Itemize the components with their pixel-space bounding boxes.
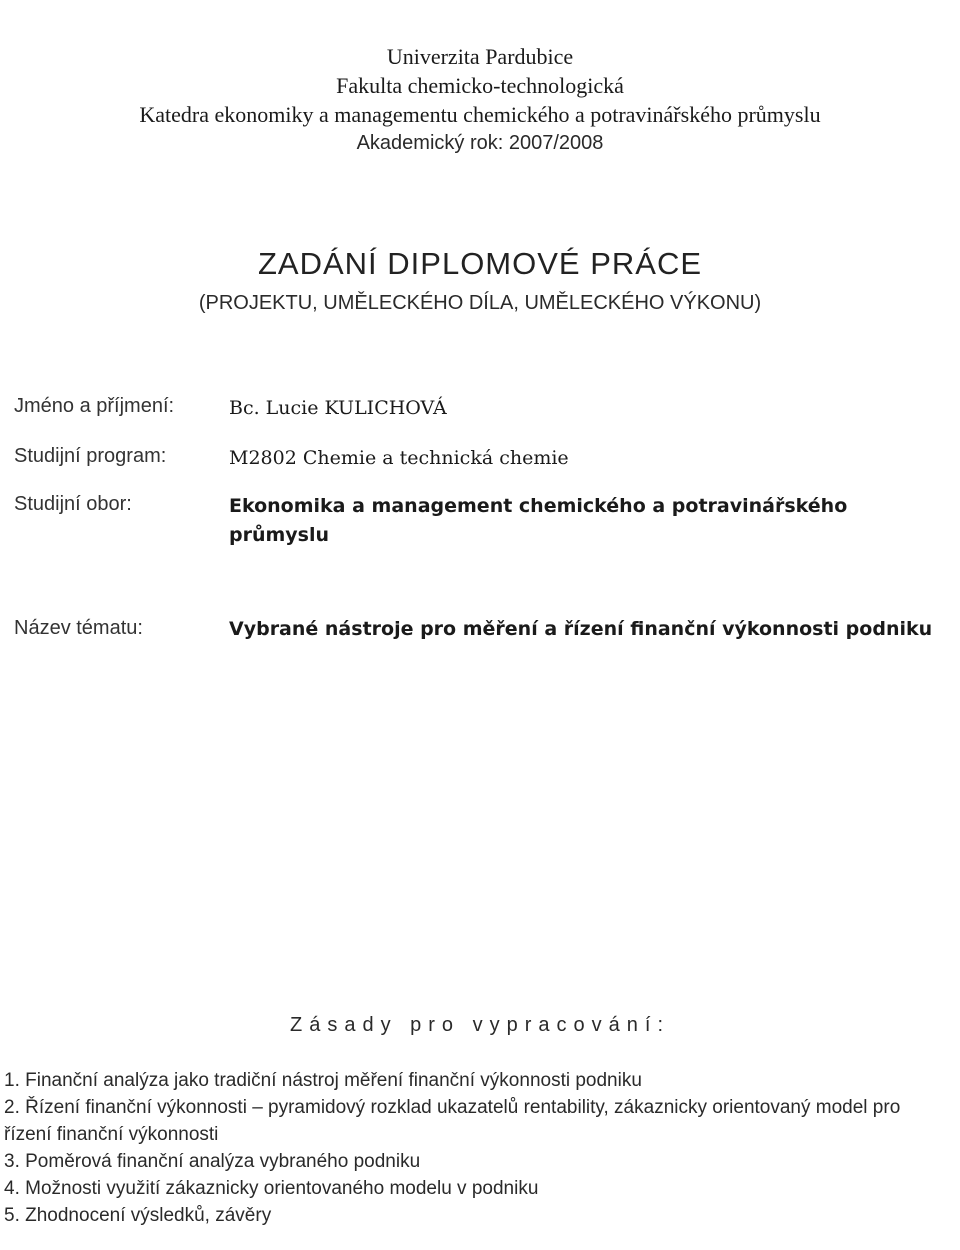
- document-title: ZADÁNÍ DIPLOMOVÉ PRÁCE: [257, 246, 703, 281]
- topic-value: Vybrané nástroje pro měření a řízení finanční výkonnosti podniku: [229, 618, 933, 640]
- program-label: Studijní program:: [14, 445, 167, 467]
- field-of-study-value: Ekonomika a management chemického a potravinářského průmyslu: [229, 495, 848, 546]
- list-item: 4. Možnosti využití zákaznicky orientovaného modelu v podniku: [4, 1178, 539, 1199]
- list-item: 5. Zhodnocení výsledků, závěry: [4, 1205, 272, 1226]
- faculty-name: Fakulta chemicko-technologická: [336, 73, 624, 98]
- name-value: Bc. Lucie KULICHOVÁ: [229, 397, 447, 419]
- name-label: Jméno a příjmení:: [14, 395, 175, 417]
- program-value: M2802 Chemie a technická chemie: [229, 447, 569, 469]
- principles-heading: Zásady pro vypracování:: [290, 1014, 670, 1036]
- university-name: Univerzita Pardubice: [386, 44, 574, 69]
- institution-header: [0, 42, 960, 158]
- topic-label: Název tématu:: [14, 617, 143, 639]
- principles-list: [4, 1067, 944, 1229]
- department-name: Katedra ekonomiky a managementu chemického a potravinářského průmyslu: [139, 102, 821, 127]
- list-item: 2. Řízení finanční výkonnosti – pyramidový rozklad ukazatelů rentability, zákaznicky orientovaný model pro řízení finanční výkonnosti: [4, 1097, 901, 1145]
- academic-year: Akademický rok: 2007/2008: [356, 132, 604, 154]
- field-of-study-label: Studijní obor:: [14, 493, 132, 515]
- list-item: 1. Finanční analýza jako tradiční nástroj měření finanční výkonnosti podniku: [4, 1070, 642, 1091]
- document-subtitle: (PROJEKTU, UMĚLECKÉHO DÍLA, UMĚLECKÉHO VÝKONU): [198, 292, 762, 314]
- list-item: 3. Poměrová finanční analýza vybraného podniku: [4, 1151, 421, 1172]
